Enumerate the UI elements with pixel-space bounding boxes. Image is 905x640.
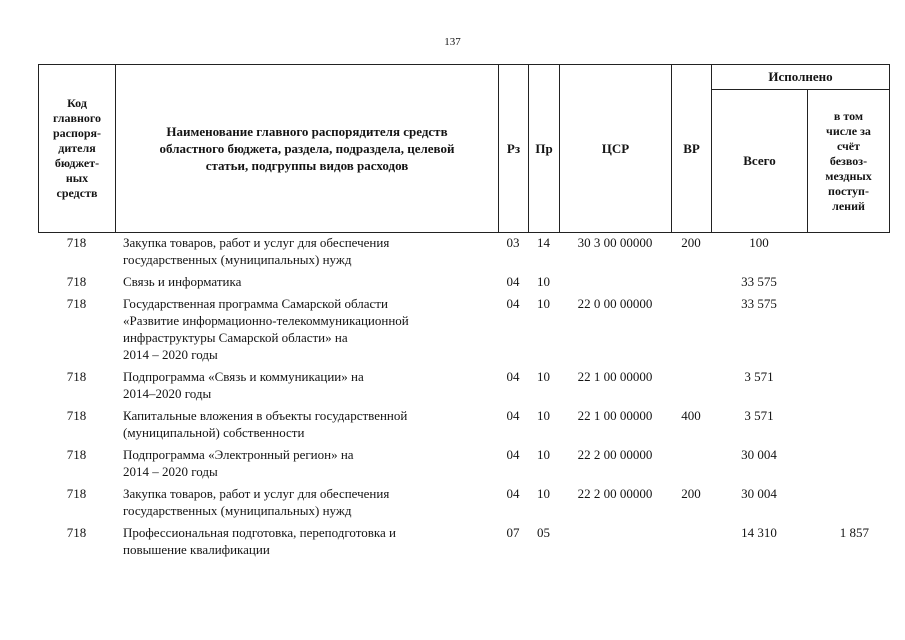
- cell-vr: 200: [681, 486, 701, 501]
- cell-csr: 22 0 00 00000: [577, 296, 653, 311]
- cell-free: 1 857: [839, 525, 869, 540]
- cell-pr: 10: [537, 296, 550, 311]
- header-pr: Пр: [529, 65, 560, 233]
- cell-vr: [671, 524, 711, 563]
- cell-rz: 04: [506, 274, 520, 289]
- cell-name: Подпрограмма «Связь и коммуникации» на 2014–2020 годы: [123, 369, 364, 401]
- cell-rz: 04: [506, 408, 520, 423]
- cell-csr: [559, 524, 671, 563]
- table-row: [38, 446, 889, 485]
- cell-free: [807, 295, 889, 368]
- table-row: [38, 524, 889, 563]
- page-number: 137: [444, 36, 461, 48]
- cell-pr: 14: [537, 235, 550, 250]
- cell-rz: 03: [506, 235, 520, 250]
- cell-free: [807, 446, 889, 485]
- cell-csr: 30 3 00 00000: [577, 235, 653, 250]
- cell-csr: 22 2 00 00000: [577, 447, 653, 462]
- cell-vr: 200: [681, 235, 701, 250]
- cell-csr: 22 1 00 00000: [577, 408, 653, 423]
- cell-name: Закупка товаров, работ и услуг для обеспечения государственных (муниципальных) нужд: [123, 235, 390, 267]
- header-vr: ВР: [672, 65, 712, 233]
- header-code: Код главного распоря- дителя бюджет- ных средств: [39, 65, 116, 233]
- cell-name: Связь и информатика: [123, 274, 242, 289]
- header-rz: Рз: [499, 65, 529, 233]
- cell-code: 718: [66, 296, 87, 311]
- cell-rz: 04: [506, 447, 520, 462]
- table-header: [38, 64, 890, 233]
- cell-code: 718: [66, 235, 87, 250]
- cell-total: 3 571: [744, 369, 774, 384]
- table-row: [38, 485, 889, 524]
- cell-free: [807, 273, 889, 295]
- table-row: [38, 368, 889, 407]
- cell-rz: 07: [506, 525, 520, 540]
- cell-pr: 10: [537, 486, 550, 501]
- table-row: [38, 234, 889, 273]
- cell-pr: 10: [537, 447, 550, 462]
- cell-free: [807, 234, 889, 273]
- cell-name: Капитальные вложения в объекты государственной (муниципальной) собственности: [123, 408, 408, 440]
- cell-name: Государственная программа Самарской области «Развитие информационно-телекоммуникационной инфраструктуры Самарской области» на 2014 – 2020 годы: [123, 296, 409, 362]
- cell-rz: 04: [506, 369, 520, 384]
- cell-code: 718: [66, 274, 87, 289]
- cell-name: Закупка товаров, работ и услуг для обеспечения государственных (муниципальных) нужд: [123, 486, 390, 518]
- cell-csr: 22 1 00 00000: [577, 369, 653, 384]
- cell-vr: [671, 273, 711, 295]
- cell-vr: [671, 446, 711, 485]
- cell-csr: 22 2 00 00000: [577, 486, 653, 501]
- cell-pr: 10: [537, 274, 550, 289]
- cell-total: 3 571: [744, 408, 774, 423]
- header-name: Наименование главного распорядителя средств областного бюджета, раздела, подраздела, целевой статьи, подгруппы видов расходов: [116, 65, 499, 233]
- cell-total: 33 575: [741, 296, 777, 311]
- cell-code: 718: [66, 486, 87, 501]
- cell-total: 33 575: [741, 274, 777, 289]
- cell-pr: 10: [537, 408, 550, 423]
- cell-code: 718: [66, 408, 87, 423]
- header-incl: в том числе за счёт безвоз- мездных поступ- лений: [808, 90, 890, 233]
- table-row: [38, 407, 889, 446]
- header-executed: Исполнено: [712, 65, 890, 90]
- cell-code: 718: [66, 447, 87, 462]
- cell-name: Профессиональная подготовка, переподготовка и повышение квалификации: [123, 525, 396, 557]
- cell-vr: [671, 368, 711, 407]
- cell-free: [807, 485, 889, 524]
- table-row: [38, 273, 889, 295]
- data-table: [38, 234, 889, 563]
- header-total: Всего: [712, 90, 808, 233]
- cell-vr: [671, 295, 711, 368]
- cell-total: 30 004: [741, 486, 777, 501]
- cell-total: 30 004: [741, 447, 777, 462]
- cell-code: 718: [66, 525, 87, 540]
- cell-code: 718: [66, 369, 87, 384]
- cell-free: [807, 368, 889, 407]
- cell-name: Подпрограмма «Электронный регион» на 2014 – 2020 годы: [123, 447, 354, 479]
- cell-vr: 400: [681, 408, 701, 423]
- cell-csr: [559, 273, 671, 295]
- cell-total: 14 310: [741, 525, 777, 540]
- table-row: [38, 295, 889, 368]
- cell-pr: 10: [537, 369, 550, 384]
- cell-free: [807, 407, 889, 446]
- cell-rz: 04: [506, 486, 520, 501]
- cell-total: 100: [749, 235, 769, 250]
- cell-rz: 04: [506, 296, 520, 311]
- header-csr: ЦСР: [560, 65, 672, 233]
- cell-pr: 05: [537, 525, 550, 540]
